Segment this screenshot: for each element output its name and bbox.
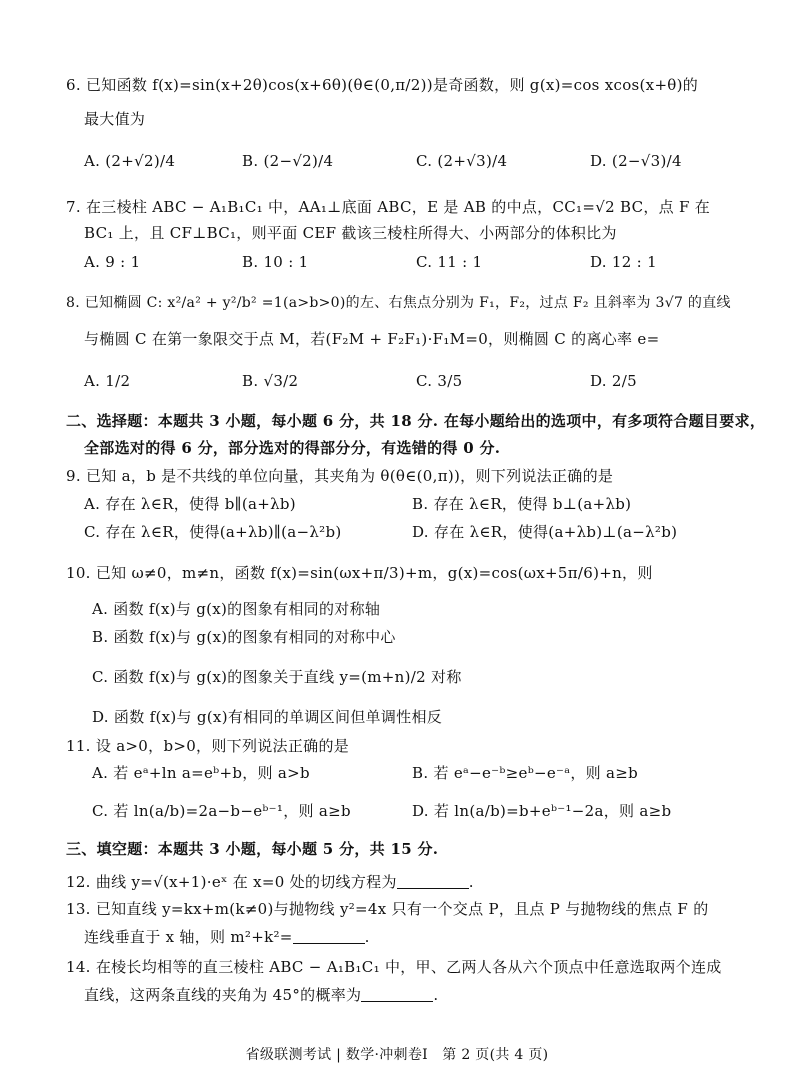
page-footer: 省级联测考试 | 数学·冲刺卷Ⅰ 第 2 页(共 4 页) [245, 1047, 549, 1063]
q6-option-a: A. (2+√2)/4 [84, 152, 176, 170]
q8-stem-line2: 与椭圆 C 在第一象限交于点 M，若(F₂M + F₂F₁)·F₁M=0，则椭圆 C 的离心率 e= [84, 330, 660, 348]
q11-option-a: A. 若 eᵃ+ln a=eᵇ+b，则 a>b [92, 764, 310, 782]
q9-stem: 9. 已知 a，b 是不共线的单位向量，其夹角为 θ(θ∈(0,π))，则下列说法正确的是 [66, 467, 614, 485]
q6-option-c: C. (2+√3)/4 [416, 152, 508, 170]
section2-heading-line1: 二、选择题：本题共 3 小题，每小题 6 分，共 18 分. 在每小题给出的选项中，有多项符合题目要求， [66, 412, 766, 430]
q9-option-d: D. 存在 λ∈R，使得(a+λb)⊥(a−λ²b) [412, 523, 678, 541]
q8-stem-line1: 8. 已知椭圆 C: x²/a² + y²/b² =1(a>b>0)的左、右焦点分别为 F₁，F₂，过点 F₂ 且斜率为 3√7 的直线 [66, 295, 731, 311]
q9-option-c: C. 存在 λ∈R，使得(a+λb)∥(a−λ²b) [84, 523, 342, 541]
q8-option-b: B. √3/2 [242, 372, 299, 390]
q6-option-d: D. (2−√3)/4 [590, 152, 682, 170]
q10-option-c: C. 函数 f(x)与 g(x)的图象关于直线 y=(m+n)/2 对称 [92, 668, 462, 686]
q8-option-c: C. 3/5 [416, 372, 463, 390]
q10-stem: 10. 已知 ω≠0，m≠n，函数 f(x)=sin(ωx+π/3)+m，g(x)=cos(ωx+5π/6)+n，则 [66, 564, 653, 582]
q6-option-b: B. (2−√2)/4 [242, 152, 334, 170]
q14-stem-line1: 14. 在棱长均相等的直三棱柱 ABC − A₁B₁C₁ 中，甲、乙两人各从六个顶点中任意选取两个连成 [66, 958, 722, 976]
q7-stem-line2: BC₁ 上，且 CF⊥BC₁，则平面 CEF 截该三棱柱所得大、小两部分的体积比为 [84, 224, 617, 242]
section2-heading-line2: 全部选对的得 6 分，部分选对的得部分分，有选错的得 0 分. [84, 439, 501, 457]
q12-answer-blank[interactable] [397, 874, 469, 889]
q14-text: 直线，这两条直线的夹角为 45°的概率为 [84, 986, 362, 1004]
q9-option-a: A. 存在 λ∈R，使得 b∥(a+λb) [84, 495, 296, 513]
q10-option-a: A. 函数 f(x)与 g(x)的图象有相同的对称轴 [92, 600, 381, 618]
q13-stem-line2 [84, 926, 370, 948]
q13-answer-blank[interactable] [293, 929, 365, 944]
q14-period: . [433, 986, 439, 1004]
q10-option-b: B. 函数 f(x)与 g(x)的图象有相同的对称中心 [92, 628, 396, 646]
q7-option-a: A. 9 : 1 [84, 253, 141, 271]
q6-stem-line1: 6. 已知函数 f(x)=sin(x+2θ)cos(x+6θ)(θ∈(0,π/2))是奇函数，则 g(x)=cos xcos(x+θ)的 [66, 76, 699, 94]
q7-option-b: B. 10 : 1 [242, 253, 309, 271]
q12-text: 12. 曲线 y=√(x+1)·eˣ 在 x=0 处的切线方程为 [66, 873, 397, 891]
q7-option-d: D. 12 : 1 [590, 253, 657, 271]
q11-option-c: C. 若 ln(a/b)=2a−b−eᵇ⁻¹，则 a≥b [92, 802, 351, 820]
q13-text: 连线垂直于 x 轴，则 m²+k²= [84, 928, 293, 946]
q14-answer-blank[interactable] [361, 987, 433, 1002]
q13-period: . [364, 928, 370, 946]
q11-option-b: B. 若 eᵃ−e⁻ᵇ≥eᵇ−e⁻ᵃ，则 a≥b [412, 764, 639, 782]
q13-stem-line1: 13. 已知直线 y=kx+m(k≠0)与抛物线 y²=4x 只有一个交点 P，且点 P 与抛物线的焦点 F 的 [66, 900, 709, 918]
q12-period: . [468, 873, 474, 891]
section3-heading: 三、填空题：本题共 3 小题，每小题 5 分，共 15 分. [66, 840, 439, 858]
q6-stem-line2: 最大值为 [84, 110, 146, 128]
q7-option-c: C. 11 : 1 [416, 253, 483, 271]
q11-option-d: D. 若 ln(a/b)=b+eᵇ⁻¹−2a，则 a≥b [412, 802, 672, 820]
q7-stem-line1: 7. 在三棱柱 ABC − A₁B₁C₁ 中，AA₁⊥底面 ABC，E 是 AB 的中点，CC₁=√2 BC，点 F 在 [66, 198, 711, 216]
q8-option-d: D. 2/5 [590, 372, 637, 390]
q9-option-b: B. 存在 λ∈R，使得 b⊥(a+λb) [412, 495, 632, 513]
q14-stem-line2 [84, 984, 438, 1006]
q11-stem: 11. 设 a>0，b>0，则下列说法正确的是 [66, 737, 350, 755]
q12-stem [66, 871, 474, 893]
q10-option-d: D. 函数 f(x)与 g(x)有相同的单调区间但单调性相反 [92, 708, 443, 726]
q8-option-a: A. 1/2 [84, 372, 131, 390]
